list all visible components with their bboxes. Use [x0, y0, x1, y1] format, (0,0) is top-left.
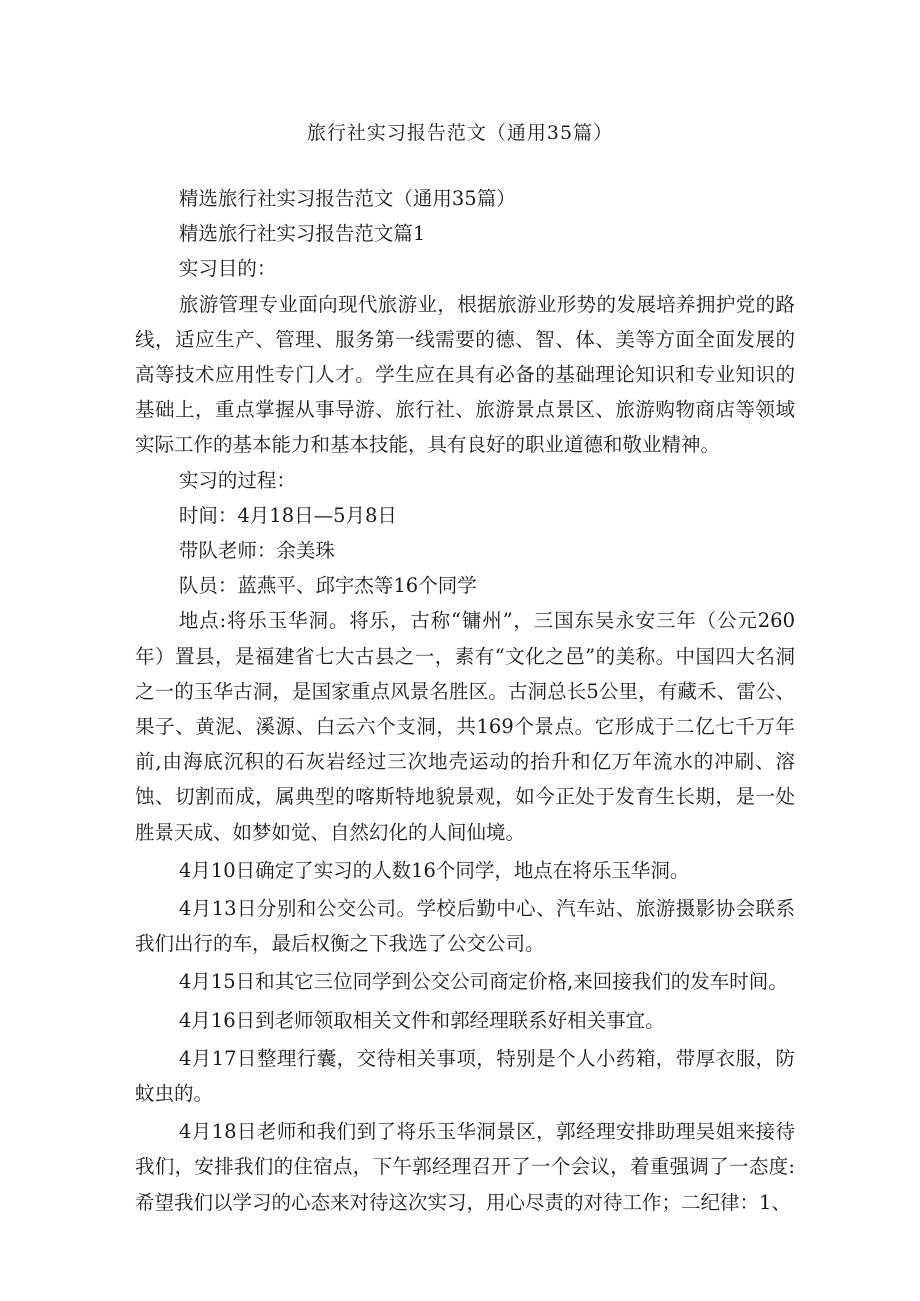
paragraph-time: 时间：4月18日—5月8日 — [178, 503, 397, 527]
document-body — [135, 181, 795, 1220]
paragraph-april-15: 4月15日和其它三位同学到公交公司商定价格,来回接我们的发车时间。 — [178, 970, 788, 994]
paragraph-april-16: 4月16日到老师领取相关文件和郭经理联系好相关事宜。 — [178, 1008, 665, 1032]
paragraph-subtitle: 精选旅行社实习报告范文（通用35篇） — [178, 187, 516, 210]
paragraph-location: 地点:将乐玉华洞。将乐，古称“镛州”，三国东吴永安三年（公元260年）置县，是福建省七大古县之一，素有“文化之邑”的美称。中国四大名洞之一的玉华古洞，是国家重点风景名胜区。古洞总长5公里，有藏禾、雷公、果子、黄泥、溪源、白云六个支洞，共169个景点。它形成于二亿七千万年前,由海底沉积的石灰岩经过三次地壳运动的抬升和亿万年流水的冲刷、溶蚀、切割而成，属典型的喀斯特地貌景观，如今正处于发育生长期，是一处胜景天成、如梦如觉、自然幻化的人间仙境。 — [135, 609, 795, 844]
paragraph-purpose: 旅游管理专业面向现代旅游业，根据旅游业形势的发展培养拥护党的路线，适应生产、管理、服务第一线需要的德、智、体、美等方面全面发展的高等技术应用性专门人才。学生应在具有必备的基础理论知识和专业知识的基础上，重点掌握从事导游、旅行社、旅游景点景区、旅游购物商店等领域实际工作的基本能力和基本技能，具有良好的职业道德和敬业精神。 — [135, 292, 795, 457]
paragraph-members: 队员：蓝燕平、邱宇杰等16个同学 — [178, 574, 477, 598]
paragraph-process-label: 实习的过程： — [178, 468, 296, 492]
paragraph-april-10: 4月10日确定了实习的人数16个同学，地点在将乐玉华洞。 — [178, 858, 690, 882]
paragraph-purpose-label: 实习目的： — [178, 257, 277, 281]
paragraph-april-18: 4月18日老师和我们到了将乐玉华洞景区，郭经理安排助理吴姐来接待我们，安排我们的住宿点，下午郭经理召开了一个会议，着重强调了一态度:希望我们以学习的心态来对待这次实习，用心尽责的对待工作；二纪律：1、 — [135, 1120, 795, 1214]
paragraph-section-heading: 精选旅行社实习报告范文篇1 — [178, 222, 426, 246]
paragraph-teacher: 带队老师：余美珠 — [178, 539, 335, 563]
document-title: 旅行社实习报告范文（通用35篇） — [306, 122, 614, 144]
paragraph-april-13: 4月13日分别和公交公司。学校后勤中心、汽车站、旅游摄影协会联系我们出行的车，最后权衡之下我选了公交公司。 — [135, 897, 795, 956]
paragraph-april-17: 4月17日整理行囊，交待相关事项，特别是个人小药箱，带厚衣服，防蚊虫的。 — [135, 1046, 795, 1106]
